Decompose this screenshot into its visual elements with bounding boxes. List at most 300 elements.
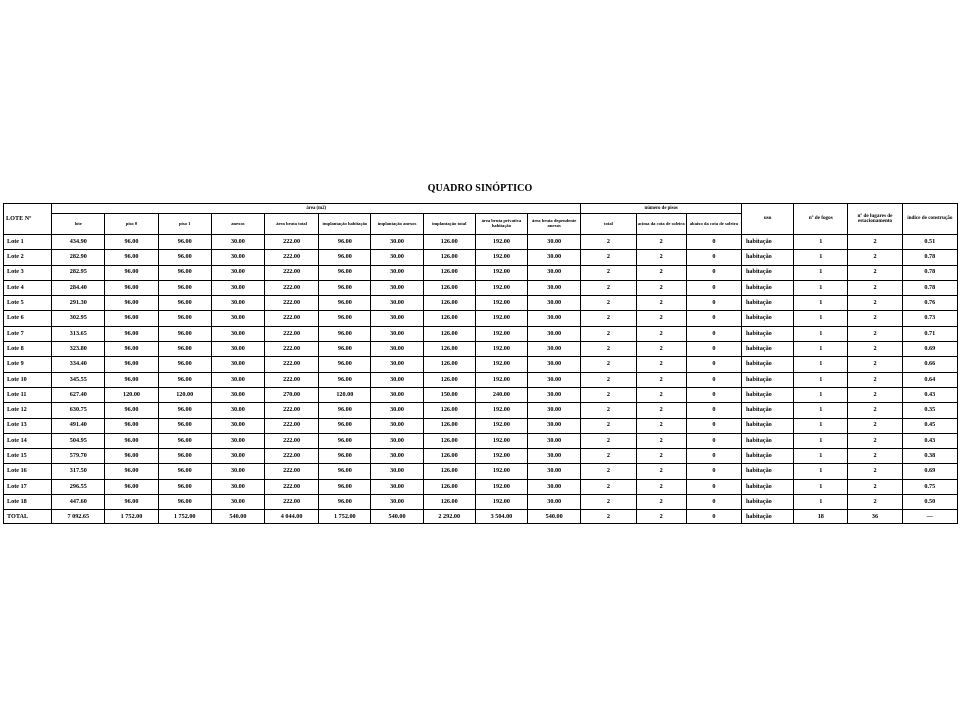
cell-area-bruta-total: 222.00 <box>265 372 319 387</box>
cell-pisos-total: 2 <box>581 464 636 479</box>
table-row <box>4 311 958 326</box>
cell-fogos: 1 <box>794 357 848 372</box>
cell-abd-anexos: 30.00 <box>528 387 581 402</box>
cell-pisos-total: 2 <box>581 372 636 387</box>
cell-uso: habitação <box>741 311 793 326</box>
col-header-acima-soleira: acima da cota de soleira <box>636 214 686 235</box>
cell-area-lote: 296.55 <box>52 479 105 494</box>
cell-fogos: 1 <box>794 296 848 311</box>
table-row <box>4 479 958 494</box>
cell-piso-1: 96.00 <box>158 250 211 265</box>
cell-pisos-total: 2 <box>581 418 636 433</box>
cell-implantacao-anexos: 30.00 <box>371 464 423 479</box>
cell-pisos-abaixo: 0 <box>686 387 741 402</box>
cell-indice: 0.69 <box>902 464 957 479</box>
cell-area-lote: 627.40 <box>52 387 105 402</box>
cell-uso: habitação <box>741 280 793 295</box>
cell-area-lote: 491.40 <box>52 418 105 433</box>
cell-abd-anexos: 30.00 <box>528 342 581 357</box>
cell-fogos: 1 <box>794 479 848 494</box>
cell-implantacao-habitacao: 96.00 <box>319 403 371 418</box>
cell-pisos-abaixo: 0 <box>686 495 741 510</box>
cell-piso-0: 96.00 <box>105 495 158 510</box>
cell-pisos-abaixo: 0 <box>686 296 741 311</box>
cell-indice: 0.69 <box>902 342 957 357</box>
cell-pisos-acima: 2 <box>636 326 686 341</box>
cell-abp-habitacao: 192.00 <box>475 265 527 280</box>
cell-abp-habitacao: 192.00 <box>475 280 527 295</box>
cell-piso-1: 96.00 <box>158 495 211 510</box>
cell-pisos-total: 2 <box>581 311 636 326</box>
lugares-header: nº de lugares de estacionamento <box>848 204 902 235</box>
cell-indice: 0.43 <box>902 433 957 448</box>
col-header-pisos-total: total <box>581 214 636 235</box>
cell-lugares: 2 <box>848 495 902 510</box>
cell-pisos-acima: 2 <box>636 372 686 387</box>
cell-lugares: 2 <box>848 265 902 280</box>
cell-area-bruta-total: 222.00 <box>265 449 319 464</box>
cell-implantacao-habitacao: 96.00 <box>319 250 371 265</box>
cell-pisos-abaixo: 0 <box>686 235 741 250</box>
cell-lote-no: Lote 14 <box>4 433 52 448</box>
cell-fogos: 1 <box>794 250 848 265</box>
cell-implantacao-total: 126.00 <box>423 418 475 433</box>
cell-uso: habitação <box>741 387 793 402</box>
cell-abd-anexos: 30.00 <box>528 479 581 494</box>
cell-pisos-abaixo: 0 <box>686 250 741 265</box>
cell-piso-0: 96.00 <box>105 311 158 326</box>
cell-pisos-total: 2 <box>581 479 636 494</box>
cell-area-bruta-total: 222.00 <box>265 357 319 372</box>
cell-pisos-abaixo: 0 <box>686 280 741 295</box>
cell-pisos-total: 2 <box>581 342 636 357</box>
cell-implantacao-habitacao: 96.00 <box>319 235 371 250</box>
cell-pisos-abaixo: 0 <box>686 510 741 524</box>
cell-abp-habitacao: 240.00 <box>475 387 527 402</box>
cell-implantacao-total: 126.00 <box>423 280 475 295</box>
cell-implantacao-total: 2 292.00 <box>423 510 475 524</box>
page-title: QUADRO SINÓPTICO <box>427 183 533 194</box>
quadro-sinoptico-table-wrapper <box>3 203 958 524</box>
cell-lugares: 2 <box>848 479 902 494</box>
cell-abp-habitacao: 192.00 <box>475 464 527 479</box>
cell-lote-no: Lote 6 <box>4 311 52 326</box>
cell-lugares: 2 <box>848 342 902 357</box>
cell-area-bruta-total: 222.00 <box>265 479 319 494</box>
cell-pisos-acima: 2 <box>636 296 686 311</box>
cell-abp-habitacao: 192.00 <box>475 418 527 433</box>
cell-piso-0: 96.00 <box>105 250 158 265</box>
cell-indice: 0.45 <box>902 418 957 433</box>
table-row <box>4 387 958 402</box>
cell-area-lote: 579.70 <box>52 449 105 464</box>
cell-abd-anexos: 30.00 <box>528 418 581 433</box>
cell-implantacao-habitacao: 96.00 <box>319 372 371 387</box>
cell-implantacao-anexos: 540.00 <box>371 510 423 524</box>
cell-lugares: 2 <box>848 433 902 448</box>
total-row <box>4 510 958 524</box>
cell-anexos: 30.00 <box>211 342 264 357</box>
cell-indice: 0.73 <box>902 311 957 326</box>
cell-indice: 0.50 <box>902 495 957 510</box>
cell-piso-0: 96.00 <box>105 265 158 280</box>
cell-abd-anexos: 30.00 <box>528 357 581 372</box>
col-header-implantacao-total: implantação total <box>423 214 475 235</box>
cell-lote-no: Lote 8 <box>4 342 52 357</box>
cell-lugares: 2 <box>848 250 902 265</box>
cell-pisos-total: 2 <box>581 495 636 510</box>
uso-header: uso <box>741 204 793 235</box>
cell-piso-1: 1 752.00 <box>158 510 211 524</box>
cell-implantacao-total: 126.00 <box>423 449 475 464</box>
cell-pisos-total: 2 <box>581 433 636 448</box>
cell-lugares: 2 <box>848 280 902 295</box>
cell-area-bruta-total: 222.00 <box>265 464 319 479</box>
cell-implantacao-total: 126.00 <box>423 357 475 372</box>
cell-anexos: 30.00 <box>211 433 264 448</box>
cell-indice: 0.76 <box>902 296 957 311</box>
cell-implantacao-habitacao: 96.00 <box>319 311 371 326</box>
cell-abd-anexos: 30.00 <box>528 250 581 265</box>
col-header-piso-0: piso 0 <box>105 214 158 235</box>
cell-anexos: 30.00 <box>211 296 264 311</box>
cell-pisos-abaixo: 0 <box>686 357 741 372</box>
table-row <box>4 464 958 479</box>
cell-indice: — <box>902 510 957 524</box>
cell-piso-0: 1 752.00 <box>105 510 158 524</box>
cell-lote-no: Lote 18 <box>4 495 52 510</box>
cell-area-bruta-total: 222.00 <box>265 403 319 418</box>
cell-abd-anexos: 30.00 <box>528 403 581 418</box>
col-header-implantacao-anexos: implantação anexos <box>371 214 423 235</box>
cell-area-lote: 282.90 <box>52 250 105 265</box>
cell-lote-no: Lote 7 <box>4 326 52 341</box>
cell-piso-1: 96.00 <box>158 296 211 311</box>
cell-uso: habitação <box>741 326 793 341</box>
cell-piso-1: 96.00 <box>158 265 211 280</box>
table-row <box>4 235 958 250</box>
cell-fogos: 1 <box>794 326 848 341</box>
cell-abp-habitacao: 192.00 <box>475 235 527 250</box>
cell-implantacao-anexos: 30.00 <box>371 311 423 326</box>
area-group-header: área (m2) <box>52 204 581 214</box>
cell-lote-no: Lote 10 <box>4 372 52 387</box>
cell-implantacao-anexos: 30.00 <box>371 372 423 387</box>
cell-implantacao-anexos: 30.00 <box>371 403 423 418</box>
cell-implantacao-total: 126.00 <box>423 464 475 479</box>
cell-uso: habitação <box>741 449 793 464</box>
cell-implantacao-total: 126.00 <box>423 326 475 341</box>
cell-piso-0: 120.00 <box>105 387 158 402</box>
cell-lote-no: Lote 11 <box>4 387 52 402</box>
table-row <box>4 326 958 341</box>
cell-pisos-total: 2 <box>581 357 636 372</box>
cell-lote-no: Lote 4 <box>4 280 52 295</box>
cell-implantacao-habitacao: 96.00 <box>319 357 371 372</box>
cell-area-bruta-total: 222.00 <box>265 433 319 448</box>
cell-piso-0: 96.00 <box>105 403 158 418</box>
cell-abd-anexos: 30.00 <box>528 235 581 250</box>
cell-pisos-acima: 2 <box>636 235 686 250</box>
cell-implantacao-anexos: 30.00 <box>371 387 423 402</box>
cell-area-bruta-total: 222.00 <box>265 250 319 265</box>
cell-implantacao-habitacao: 96.00 <box>319 280 371 295</box>
cell-pisos-acima: 2 <box>636 250 686 265</box>
cell-pisos-total: 2 <box>581 403 636 418</box>
cell-lote-no: Lote 3 <box>4 265 52 280</box>
cell-implantacao-anexos: 30.00 <box>371 326 423 341</box>
cell-abd-anexos: 30.00 <box>528 326 581 341</box>
cell-abp-habitacao: 192.00 <box>475 357 527 372</box>
cell-pisos-total: 2 <box>581 449 636 464</box>
cell-area-bruta-total: 4 044.00 <box>265 510 319 524</box>
cell-lugares: 2 <box>848 464 902 479</box>
cell-uso: habitação <box>741 464 793 479</box>
cell-area-bruta-total: 222.00 <box>265 495 319 510</box>
cell-implantacao-anexos: 30.00 <box>371 449 423 464</box>
table-row <box>4 495 958 510</box>
cell-pisos-abaixo: 0 <box>686 479 741 494</box>
cell-pisos-acima: 2 <box>636 280 686 295</box>
cell-indice: 0.38 <box>902 449 957 464</box>
cell-lugares: 2 <box>848 235 902 250</box>
cell-pisos-acima: 2 <box>636 342 686 357</box>
cell-anexos: 30.00 <box>211 479 264 494</box>
cell-indice: 0.78 <box>902 250 957 265</box>
cell-anexos: 30.00 <box>211 495 264 510</box>
cell-uso: habitação <box>741 495 793 510</box>
cell-implantacao-habitacao: 1 752.00 <box>319 510 371 524</box>
cell-piso-1: 96.00 <box>158 403 211 418</box>
cell-implantacao-habitacao: 96.00 <box>319 495 371 510</box>
cell-implantacao-total: 126.00 <box>423 479 475 494</box>
cell-implantacao-total: 126.00 <box>423 296 475 311</box>
cell-anexos: 30.00 <box>211 280 264 295</box>
table-row <box>4 403 958 418</box>
cell-area-lote: 302.95 <box>52 311 105 326</box>
cell-indice: 0.51 <box>902 235 957 250</box>
cell-uso: habitação <box>741 250 793 265</box>
table-body <box>4 235 958 524</box>
cell-implantacao-anexos: 30.00 <box>371 235 423 250</box>
table-row <box>4 296 958 311</box>
cell-fogos: 1 <box>794 449 848 464</box>
cell-lugares: 2 <box>848 449 902 464</box>
cell-pisos-abaixo: 0 <box>686 342 741 357</box>
table-row <box>4 250 958 265</box>
cell-implantacao-total: 126.00 <box>423 433 475 448</box>
cell-pisos-abaixo: 0 <box>686 372 741 387</box>
cell-piso-1: 96.00 <box>158 464 211 479</box>
cell-uso: habitação <box>741 433 793 448</box>
cell-fogos: 1 <box>794 387 848 402</box>
quadro-sinoptico-table <box>3 203 958 524</box>
cell-uso: habitação <box>741 357 793 372</box>
cell-implantacao-total: 126.00 <box>423 265 475 280</box>
cell-abd-anexos: 540.00 <box>528 510 581 524</box>
cell-abp-habitacao: 192.00 <box>475 449 527 464</box>
cell-implantacao-habitacao: 96.00 <box>319 326 371 341</box>
cell-pisos-acima: 2 <box>636 433 686 448</box>
table-row <box>4 357 958 372</box>
table-row <box>4 433 958 448</box>
cell-piso-0: 96.00 <box>105 357 158 372</box>
cell-anexos: 30.00 <box>211 357 264 372</box>
cell-anexos: 30.00 <box>211 403 264 418</box>
cell-implantacao-habitacao: 96.00 <box>319 479 371 494</box>
cell-abp-habitacao: 192.00 <box>475 250 527 265</box>
cell-implantacao-total: 150.00 <box>423 387 475 402</box>
cell-implantacao-habitacao: 96.00 <box>319 464 371 479</box>
cell-abp-habitacao: 192.00 <box>475 372 527 387</box>
cell-implantacao-anexos: 30.00 <box>371 433 423 448</box>
cell-pisos-total: 2 <box>581 387 636 402</box>
cell-implantacao-total: 126.00 <box>423 342 475 357</box>
cell-fogos: 1 <box>794 403 848 418</box>
cell-implantacao-total: 126.00 <box>423 311 475 326</box>
cell-piso-1: 96.00 <box>158 479 211 494</box>
cell-implantacao-habitacao: 96.00 <box>319 265 371 280</box>
cell-implantacao-anexos: 30.00 <box>371 495 423 510</box>
col-header-anexos: anexos <box>211 214 264 235</box>
cell-implantacao-habitacao: 96.00 <box>319 433 371 448</box>
cell-uso: habitação <box>741 265 793 280</box>
cell-anexos: 30.00 <box>211 265 264 280</box>
cell-piso-1: 96.00 <box>158 280 211 295</box>
cell-implantacao-habitacao: 96.00 <box>319 296 371 311</box>
cell-abp-habitacao: 192.00 <box>475 326 527 341</box>
cell-fogos: 1 <box>794 235 848 250</box>
cell-abp-habitacao: 192.00 <box>475 433 527 448</box>
cell-piso-1: 96.00 <box>158 357 211 372</box>
cell-indice: 0.64 <box>902 372 957 387</box>
cell-pisos-acima: 2 <box>636 418 686 433</box>
cell-pisos-total: 2 <box>581 235 636 250</box>
cell-anexos: 30.00 <box>211 235 264 250</box>
cell-anexos: 30.00 <box>211 326 264 341</box>
cell-fogos: 1 <box>794 311 848 326</box>
cell-indice: 0.75 <box>902 479 957 494</box>
cell-area-bruta-total: 222.00 <box>265 235 319 250</box>
table-row <box>4 342 958 357</box>
cell-piso-0: 96.00 <box>105 235 158 250</box>
cell-pisos-abaixo: 0 <box>686 311 741 326</box>
col-header-abp-habitacao: área bruta privativa habitação <box>475 214 527 235</box>
cell-abp-habitacao: 192.00 <box>475 311 527 326</box>
cell-indice: 0.78 <box>902 280 957 295</box>
cell-piso-1: 120.00 <box>158 387 211 402</box>
cell-piso-0: 96.00 <box>105 433 158 448</box>
cell-abp-habitacao: 192.00 <box>475 342 527 357</box>
cell-area-lote: 323.80 <box>52 342 105 357</box>
cell-area-bruta-total: 222.00 <box>265 418 319 433</box>
cell-area-lote: 282.95 <box>52 265 105 280</box>
cell-piso-1: 96.00 <box>158 372 211 387</box>
cell-indice: 0.66 <box>902 357 957 372</box>
cell-piso-0: 96.00 <box>105 479 158 494</box>
cell-pisos-abaixo: 0 <box>686 449 741 464</box>
cell-implantacao-total: 126.00 <box>423 403 475 418</box>
cell-indice: 0.71 <box>902 326 957 341</box>
cell-lote-no: Lote 1 <box>4 235 52 250</box>
cell-lote-no: Lote 5 <box>4 296 52 311</box>
cell-pisos-total: 2 <box>581 326 636 341</box>
cell-pisos-acima: 2 <box>636 357 686 372</box>
cell-abp-habitacao: 192.00 <box>475 403 527 418</box>
fogos-header: nº de fogos <box>794 204 848 235</box>
cell-area-lote: 313.65 <box>52 326 105 341</box>
cell-pisos-total: 2 <box>581 296 636 311</box>
cell-lugares: 2 <box>848 357 902 372</box>
cell-fogos: 1 <box>794 342 848 357</box>
cell-piso-1: 96.00 <box>158 418 211 433</box>
cell-anexos: 30.00 <box>211 387 264 402</box>
cell-lugares: 2 <box>848 372 902 387</box>
cell-area-lote: 434.90 <box>52 235 105 250</box>
cell-implantacao-anexos: 30.00 <box>371 250 423 265</box>
cell-area-bruta-total: 222.00 <box>265 326 319 341</box>
cell-pisos-acima: 2 <box>636 387 686 402</box>
table-row <box>4 372 958 387</box>
cell-anexos: 30.00 <box>211 418 264 433</box>
cell-fogos: 1 <box>794 418 848 433</box>
col-header-piso-1: piso 1 <box>158 214 211 235</box>
col-header-implantacao-habitacao: implantação habitação <box>319 214 371 235</box>
col-header-area-bruta-total: área bruta total <box>265 214 319 235</box>
cell-abd-anexos: 30.00 <box>528 265 581 280</box>
cell-lugares: 2 <box>848 296 902 311</box>
cell-fogos: 1 <box>794 464 848 479</box>
cell-pisos-total: 2 <box>581 265 636 280</box>
cell-lote-no: Lote 9 <box>4 357 52 372</box>
cell-implantacao-total: 126.00 <box>423 372 475 387</box>
cell-implantacao-total: 126.00 <box>423 495 475 510</box>
cell-area-lote: 630.75 <box>52 403 105 418</box>
cell-area-bruta-total: 222.00 <box>265 296 319 311</box>
cell-abd-anexos: 30.00 <box>528 449 581 464</box>
cell-implantacao-habitacao: 120.00 <box>319 387 371 402</box>
cell-indice: 0.43 <box>902 387 957 402</box>
cell-lote-no: Lote 17 <box>4 479 52 494</box>
cell-piso-0: 96.00 <box>105 342 158 357</box>
cell-pisos-acima: 2 <box>636 403 686 418</box>
table-row <box>4 418 958 433</box>
cell-area-lote: 504.95 <box>52 433 105 448</box>
cell-lugares: 2 <box>848 311 902 326</box>
cell-implantacao-total: 126.00 <box>423 250 475 265</box>
cell-area-lote: 7 092.65 <box>52 510 105 524</box>
cell-fogos: 1 <box>794 280 848 295</box>
cell-pisos-acima: 2 <box>636 464 686 479</box>
cell-abp-habitacao: 192.00 <box>475 479 527 494</box>
cell-implantacao-habitacao: 96.00 <box>319 418 371 433</box>
cell-piso-0: 96.00 <box>105 296 158 311</box>
cell-uso: habitação <box>741 235 793 250</box>
cell-abd-anexos: 30.00 <box>528 296 581 311</box>
cell-abd-anexos: 30.00 <box>528 372 581 387</box>
cell-uso: habitação <box>741 418 793 433</box>
cell-uso: habitação <box>741 510 793 524</box>
cell-fogos: 1 <box>794 433 848 448</box>
cell-pisos-acima: 2 <box>636 495 686 510</box>
cell-piso-1: 96.00 <box>158 433 211 448</box>
cell-pisos-abaixo: 0 <box>686 265 741 280</box>
cell-lugares: 2 <box>848 403 902 418</box>
cell-uso: habitação <box>741 403 793 418</box>
cell-uso: habitação <box>741 479 793 494</box>
cell-piso-0: 96.00 <box>105 372 158 387</box>
cell-piso-0: 96.00 <box>105 449 158 464</box>
